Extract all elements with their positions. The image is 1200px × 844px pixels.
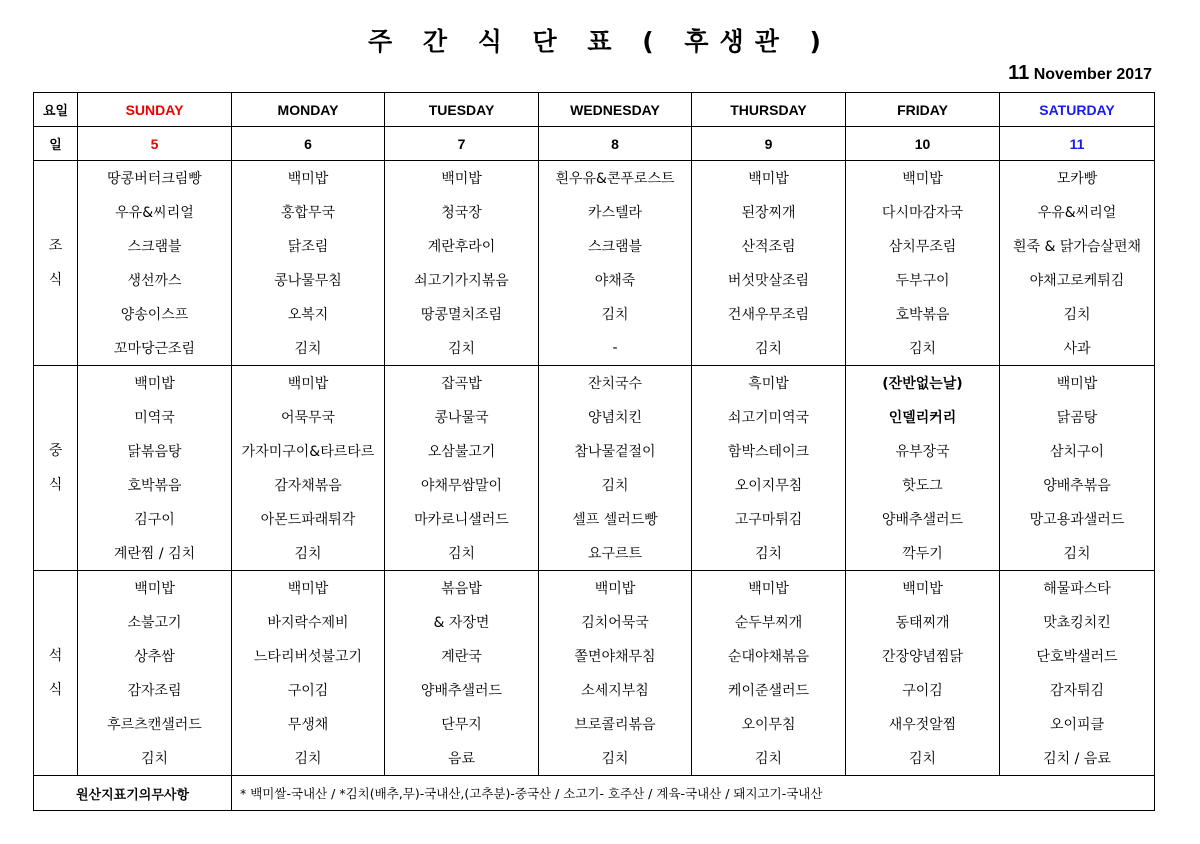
menu-cell: 홍합무국 <box>232 195 385 229</box>
menu-cell: 김치 <box>385 331 539 366</box>
menu-cell: 백미밥 <box>692 161 846 196</box>
menu-cell: 백미밥 <box>846 571 1000 606</box>
menu-cell: 구이김 <box>846 673 1000 707</box>
weekday-label: 요일 <box>34 93 78 127</box>
menu-cell: 김치 <box>232 331 385 366</box>
menu-cell: 볶음밥 <box>385 571 539 606</box>
menu-cell: 음료 <box>385 741 539 776</box>
meal-label-top: 중 <box>48 443 63 459</box>
weekly-menu-table <box>33 92 1155 811</box>
menu-cell: 카스텔라 <box>539 195 692 229</box>
menu-cell: 호박볶음 <box>846 297 1000 331</box>
menu-cell: 건새우무조림 <box>692 297 846 331</box>
menu-cell: 된장찌개 <box>692 195 846 229</box>
menu-cell: 백미밥 <box>232 571 385 606</box>
menu-cell: 야채고로케튀김 <box>1000 263 1155 297</box>
weekday-date: 5 <box>78 127 232 161</box>
meal-label <box>34 366 78 571</box>
menu-cell: 김치어묵국 <box>539 605 692 639</box>
menu-cell: 해물파스타 <box>1000 571 1155 606</box>
menu-row <box>34 434 1155 468</box>
menu-cell: 소세지부침 <box>539 673 692 707</box>
meal-label-top: 조 <box>48 238 63 254</box>
menu-cell: 순대야채볶음 <box>692 639 846 673</box>
menu-cell: 우유&씨리얼 <box>78 195 232 229</box>
menu-cell: 감자튀김 <box>1000 673 1155 707</box>
weekday-name: MONDAY <box>232 93 385 127</box>
menu-cell: 호박볶음 <box>78 468 232 502</box>
page-title: 주 간 식 단 표 ( 후생관 ) <box>368 27 832 56</box>
menu-cell: 김치 <box>846 331 1000 366</box>
menu-cell: 김치 <box>1000 536 1155 571</box>
menu-cell: 청국장 <box>385 195 539 229</box>
menu-row <box>34 536 1155 571</box>
menu-cell: 양배추샐러드 <box>385 673 539 707</box>
menu-cell: 단호박샐러드 <box>1000 639 1155 673</box>
origin-notice-label: 원산지표기의무사항 <box>34 776 232 811</box>
menu-cell: 케이준샐러드 <box>692 673 846 707</box>
meal-label <box>34 161 78 366</box>
menu-cell: 김치 <box>78 741 232 776</box>
menu-cell: 우유&씨리얼 <box>1000 195 1155 229</box>
menu-cell: 삼치무조림 <box>846 229 1000 263</box>
origin-notice-row <box>34 776 1155 811</box>
weekday-name: WEDNESDAY <box>539 93 692 127</box>
weekday-date: 8 <box>539 127 692 161</box>
menu-cell: 버섯맛살조림 <box>692 263 846 297</box>
menu-cell: 백미밥 <box>692 571 846 606</box>
menu-cell: 다시마감자국 <box>846 195 1000 229</box>
menu-cell: 오이지무침 <box>692 468 846 502</box>
menu-cell: 구이김 <box>232 673 385 707</box>
menu-cell: 흰우유&콘푸로스트 <box>539 161 692 196</box>
menu-cell: 모카빵 <box>1000 161 1155 196</box>
menu-cell: 계란후라이 <box>385 229 539 263</box>
menu-cell: 잔치국수 <box>539 366 692 401</box>
menu-cell: 양송이스프 <box>78 297 232 331</box>
menu-cell: 백미밥 <box>232 161 385 196</box>
menu-cell: 백미밥 <box>385 161 539 196</box>
menu-cell: 잡곡밥 <box>385 366 539 401</box>
menu-cell: 김치 <box>692 331 846 366</box>
menu-cell: 요구르트 <box>539 536 692 571</box>
menu-row <box>34 502 1155 536</box>
menu-cell: 양념치킨 <box>539 400 692 434</box>
date-label: 일 <box>34 127 78 161</box>
meal-label-top: 석 <box>48 648 63 664</box>
menu-cell: 느타리버섯불고기 <box>232 639 385 673</box>
weekday-name: THURSDAY <box>692 93 846 127</box>
menu-row <box>34 195 1155 229</box>
menu-cell: 인델리커리 <box>846 400 1000 434</box>
menu-cell: 콩나물국 <box>385 400 539 434</box>
menu-cell: 야채죽 <box>539 263 692 297</box>
menu-row <box>34 400 1155 434</box>
menu-row <box>34 707 1155 741</box>
menu-row <box>34 229 1155 263</box>
menu-cell: 김치 <box>846 741 1000 776</box>
menu-cell: 마카로니샐러드 <box>385 502 539 536</box>
menu-cell: 오이무침 <box>692 707 846 741</box>
menu-cell: 김치 <box>539 741 692 776</box>
menu-row <box>34 366 1155 401</box>
menu-cell: 가자미구이&타르타르 <box>232 434 385 468</box>
date-day: 11 <box>1008 62 1030 84</box>
menu-cell: 스크램블 <box>539 229 692 263</box>
menu-cell: 김치 <box>232 536 385 571</box>
menu-cell: 오복지 <box>232 297 385 331</box>
menu-cell: 김치 <box>539 468 692 502</box>
menu-cell: 닭조림 <box>232 229 385 263</box>
menu-cell: 두부구이 <box>846 263 1000 297</box>
weekday-date: 9 <box>692 127 846 161</box>
menu-cell: 간장양념찜닭 <box>846 639 1000 673</box>
menu-cell: - <box>539 331 692 366</box>
menu-cell: 김치 <box>539 297 692 331</box>
menu-cell: 땅콩멸치조림 <box>385 297 539 331</box>
weekday-name: SATURDAY <box>1000 93 1155 127</box>
weekday-date: 10 <box>846 127 1000 161</box>
meal-label-bottom: 식 <box>48 272 63 288</box>
menu-cell: 흰죽 & 닭가슴살편채 <box>1000 229 1155 263</box>
menu-cell: 감자조림 <box>78 673 232 707</box>
weekday-name: FRIDAY <box>846 93 1000 127</box>
menu-cell: 닭볶음탕 <box>78 434 232 468</box>
menu-cell: 상추쌈 <box>78 639 232 673</box>
menu-cell: 후르츠캔샐러드 <box>78 707 232 741</box>
menu-cell: 감자채볶음 <box>232 468 385 502</box>
menu-cell: 백미밥 <box>78 366 232 401</box>
menu-cell: 김치 <box>692 741 846 776</box>
menu-row <box>34 673 1155 707</box>
menu-cell: 땅콩버터크림빵 <box>78 161 232 196</box>
menu-cell: 김치 <box>692 536 846 571</box>
menu-cell: (잔반없는날) <box>846 366 1000 401</box>
menu-cell: 삼치구이 <box>1000 434 1155 468</box>
menu-cell: 백미밥 <box>1000 366 1155 401</box>
weekday-date: 6 <box>232 127 385 161</box>
weekday-header-row <box>34 93 1155 127</box>
menu-cell: 생선까스 <box>78 263 232 297</box>
menu-row <box>34 297 1155 331</box>
menu-cell: 백미밥 <box>846 161 1000 196</box>
menu-row <box>34 468 1155 502</box>
menu-cell: 야채무쌈말이 <box>385 468 539 502</box>
date-month-year: November 2017 <box>1033 66 1152 83</box>
menu-cell: 고구마튀김 <box>692 502 846 536</box>
menu-cell: 산적조림 <box>692 229 846 263</box>
menu-cell: 유부장국 <box>846 434 1000 468</box>
menu-cell: 김치 / 음료 <box>1000 741 1155 776</box>
menu-cell: 김치 <box>232 741 385 776</box>
menu-row <box>34 161 1155 196</box>
menu-cell: 아몬드파래튀각 <box>232 502 385 536</box>
menu-cell: 순두부찌개 <box>692 605 846 639</box>
menu-cell: 망고용과샐러드 <box>1000 502 1155 536</box>
menu-cell: 김구이 <box>78 502 232 536</box>
meal-label-bottom: 식 <box>48 682 63 698</box>
menu-cell: 백미밥 <box>539 571 692 606</box>
meal-label-bottom: 식 <box>48 477 63 493</box>
menu-row <box>34 331 1155 366</box>
menu-cell: 양배추샐러드 <box>846 502 1000 536</box>
menu-cell: 콩나물무침 <box>232 263 385 297</box>
menu-cell: 양배추볶음 <box>1000 468 1155 502</box>
menu-cell: 닭곰탕 <box>1000 400 1155 434</box>
menu-row <box>34 605 1155 639</box>
menu-cell: 어묵무국 <box>232 400 385 434</box>
menu-cell: 백미밥 <box>232 366 385 401</box>
menu-cell: 꼬마당근조림 <box>78 331 232 366</box>
menu-row <box>34 639 1155 673</box>
menu-date <box>1008 62 1152 85</box>
date-header-row <box>34 127 1155 161</box>
menu-cell: 맛쵸킹치킨 <box>1000 605 1155 639</box>
menu-cell: 무생채 <box>232 707 385 741</box>
menu-cell: 미역국 <box>78 400 232 434</box>
menu-cell: 사과 <box>1000 331 1155 366</box>
weekday-name: TUESDAY <box>385 93 539 127</box>
menu-row <box>34 571 1155 606</box>
menu-cell: 오이피클 <box>1000 707 1155 741</box>
menu-cell: 참나물겉절이 <box>539 434 692 468</box>
menu-cell: 김치 <box>385 536 539 571</box>
menu-row <box>34 263 1155 297</box>
menu-cell: 소불고기 <box>78 605 232 639</box>
menu-cell: 깍두기 <box>846 536 1000 571</box>
menu-cell: 백미밥 <box>78 571 232 606</box>
menu-cell: 핫도그 <box>846 468 1000 502</box>
menu-cell: 쇠고기가지볶음 <box>385 263 539 297</box>
menu-row <box>34 741 1155 776</box>
menu-cell: 단무지 <box>385 707 539 741</box>
menu-cell: 셀프 셀러드빵 <box>539 502 692 536</box>
menu-cell: & 자장면 <box>385 605 539 639</box>
menu-cell: 동태찌개 <box>846 605 1000 639</box>
menu-cell: 브로콜리볶음 <box>539 707 692 741</box>
menu-cell: 쫄면야채무침 <box>539 639 692 673</box>
menu-cell: 계란찜 / 김치 <box>78 536 232 571</box>
menu-cell: 스크램블 <box>78 229 232 263</box>
menu-cell: 계란국 <box>385 639 539 673</box>
menu-cell: 새우젓알찜 <box>846 707 1000 741</box>
menu-cell: 김치 <box>1000 297 1155 331</box>
menu-cell: 바지락수제비 <box>232 605 385 639</box>
menu-cell: 흑미밥 <box>692 366 846 401</box>
menu-cell: 함박스테이크 <box>692 434 846 468</box>
menu-cell: 오삼불고기 <box>385 434 539 468</box>
origin-notice-text: * 백미쌀-국내산 / *김치(배추,무)-국내산,(고추분)-중국산 / 소고기- 호주산 / 계육-국내산 / 돼지고기-국내산 <box>232 776 1155 811</box>
weekday-name: SUNDAY <box>78 93 232 127</box>
weekday-date: 7 <box>385 127 539 161</box>
meal-label <box>34 571 78 776</box>
menu-cell: 쇠고기미역국 <box>692 400 846 434</box>
weekday-date: 11 <box>1000 127 1155 161</box>
